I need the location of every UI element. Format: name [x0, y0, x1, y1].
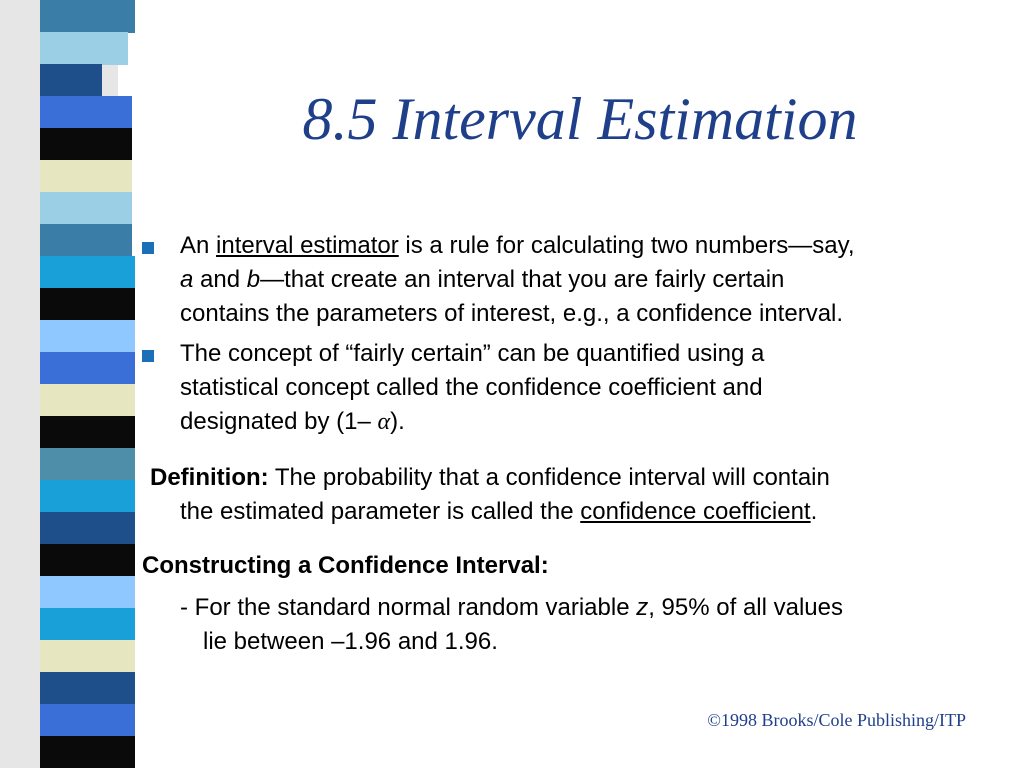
- strip-block: [40, 288, 135, 321]
- strip-block: [40, 352, 135, 385]
- strip-block: [40, 640, 135, 673]
- var-a: a: [180, 266, 194, 293]
- text-span: —that create an interval that you are fairly certain: [260, 266, 785, 293]
- var-b: b: [246, 266, 261, 293]
- bullet-1-line-1: [180, 229, 995, 263]
- term-interval-estimator: interval estimator: [216, 232, 399, 259]
- bullet-1-line-2: [180, 263, 995, 297]
- slide-title: 8.5 Interval Estimation: [302, 86, 858, 152]
- text-span: is a rule for calculating two numbers—say,: [398, 232, 855, 259]
- text-span: and: [193, 266, 247, 293]
- text-span: the estimated parameter is called the: [180, 498, 581, 525]
- var-z: z: [636, 594, 649, 621]
- strip-block: [40, 608, 135, 641]
- bullet-2-line-1: The concept of “fairly certain” can be quantified using a: [180, 340, 765, 367]
- strip-block: [40, 224, 132, 257]
- strip-block: [40, 704, 135, 737]
- text-span: - For the standard normal random variable: [180, 594, 637, 621]
- strip-block: [40, 480, 135, 513]
- strip-block: [40, 416, 135, 449]
- strip-block: [40, 448, 135, 481]
- strip-block: [40, 736, 135, 768]
- definition-label: Definition:: [150, 464, 269, 491]
- strip-block: [40, 128, 132, 161]
- bullet-1-line-3: contains the parameters of interest, e.g., a confidence interval.: [180, 300, 844, 327]
- text-span: , 95% of all values: [648, 594, 843, 621]
- strip-block: [40, 64, 102, 97]
- term-confidence-coefficient: confidence coefficient: [580, 498, 811, 525]
- constructing-line-2: lie between –1.96 and 1.96.: [203, 628, 498, 655]
- alpha-symbol: α: [377, 409, 391, 435]
- copyright-symbol: ©: [707, 710, 721, 730]
- strip-block: [40, 672, 135, 705]
- strip-block: [40, 320, 135, 353]
- strip-block: [40, 256, 135, 289]
- definition-line-2: [180, 495, 1024, 529]
- constructing-line-1: [180, 591, 1024, 625]
- footer-text: 1998 Brooks/Cole Publishing/ITP: [720, 710, 966, 730]
- bullet-marker-2: [142, 350, 154, 362]
- text-span: The probability that a confidence interval will contain: [268, 464, 830, 491]
- strip-block: [40, 576, 135, 609]
- text-span: An: [180, 232, 217, 259]
- definition-line-1: [150, 461, 1000, 495]
- strip-block: [40, 192, 132, 225]
- strip-block: [40, 384, 135, 417]
- strip-block: [40, 96, 132, 129]
- bullet-text-2: [180, 337, 995, 439]
- constructing-heading: Constructing a Confidence Interval:: [142, 552, 549, 579]
- bullet-marker-1: [142, 242, 154, 254]
- strip-block: [40, 32, 128, 65]
- bullet-2-line-2: statistical concept called the confidence coefficient and: [180, 374, 763, 401]
- decorative-color-strip: [0, 0, 110, 768]
- text-span: designated by (1–: [180, 408, 378, 435]
- strip-block: [40, 160, 132, 193]
- strip-block: [40, 544, 135, 577]
- bullet-2-line-3: [180, 405, 995, 439]
- strip-block: [40, 0, 135, 33]
- strip-block: [40, 512, 135, 545]
- footer-copyright: [707, 710, 966, 731]
- text-span: ).: [390, 408, 405, 435]
- bullet-text-1: [180, 229, 995, 331]
- text-span: .: [810, 498, 818, 525]
